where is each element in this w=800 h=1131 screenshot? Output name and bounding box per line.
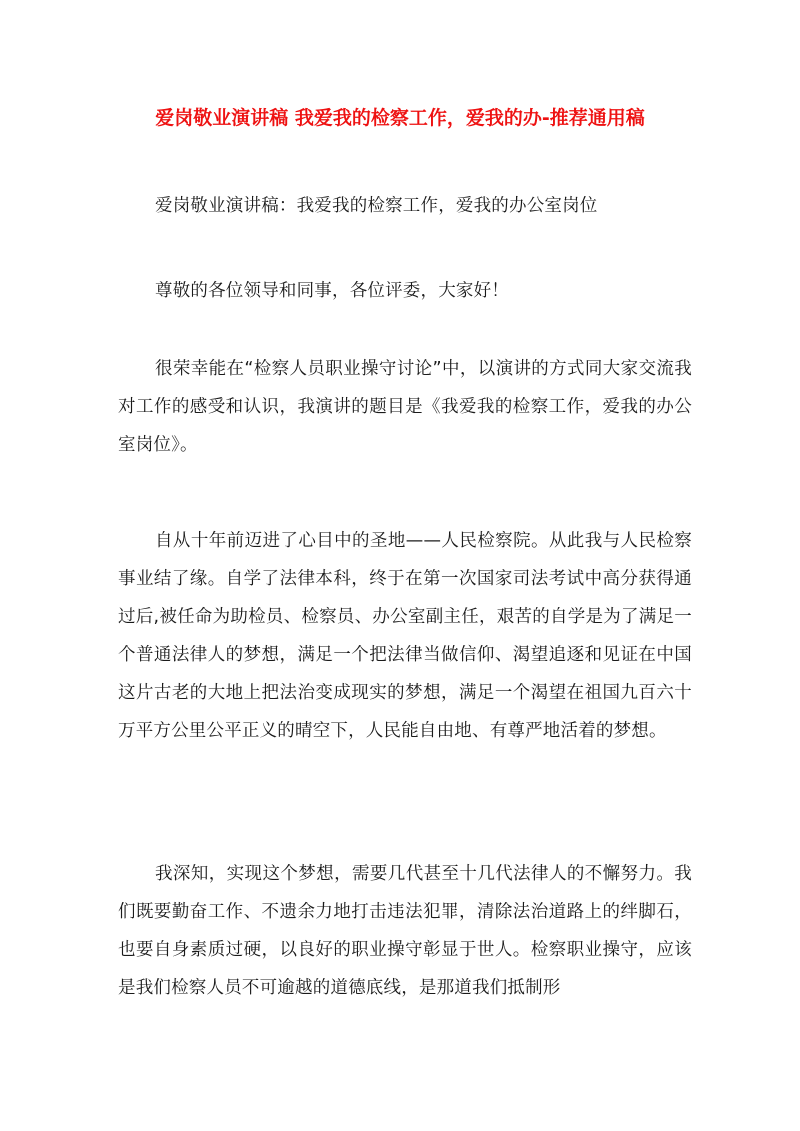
document-title: 爱岗敬业演讲稿 我爱我的检察工作，爱我的办-推荐通用稿	[155, 107, 645, 129]
paragraph-background: 自从十年前迈进了心目中的圣地——人民检察院。从此我与人民检察事业结了缘。自学了法律本科，终于在第一次国家司法考试中高分获得通过后,被任命为助检员、检察员、办公室副主任，艰苦的自学是为了满足一个普通法律人的梦想，满足一个把法律当做信仰、渴望追逐和见证在中国这片古老的大地上把法治变成现实的梦想，满足一个渴望在祖国九百六十万平方公里公平正义的晴空下，人民能自由地、有尊严地活着的梦想。	[118, 531, 692, 741]
paragraph-greeting: 尊敬的各位领导和同事，各位评委，大家好！	[155, 281, 509, 301]
paragraph-conviction: 我深知，实现这个梦想，需要几代甚至十几代法律人的不懈努力。我们既要勤奋工作、不遗余力地打击违法犯罪，清除法治道路上的绊脚石，也要自身素质过硬，以良好的职业操守彰显于世人。检察职业操守，应该是我们检察人员不可逾越的道德底线，是那道我们抵制形	[118, 864, 692, 998]
paragraph-subtitle: 爱岗敬业演讲稿：我爱我的检察工作，爱我的办公室岗位	[155, 196, 598, 216]
paragraph-intro: 很荣幸能在“检察人员职业操守讨论”中，以演讲的方式同大家交流我对工作的感受和认识，我演讲的题目是《我爱我的检察工作，爱我的办公室岗位》。	[118, 359, 692, 455]
